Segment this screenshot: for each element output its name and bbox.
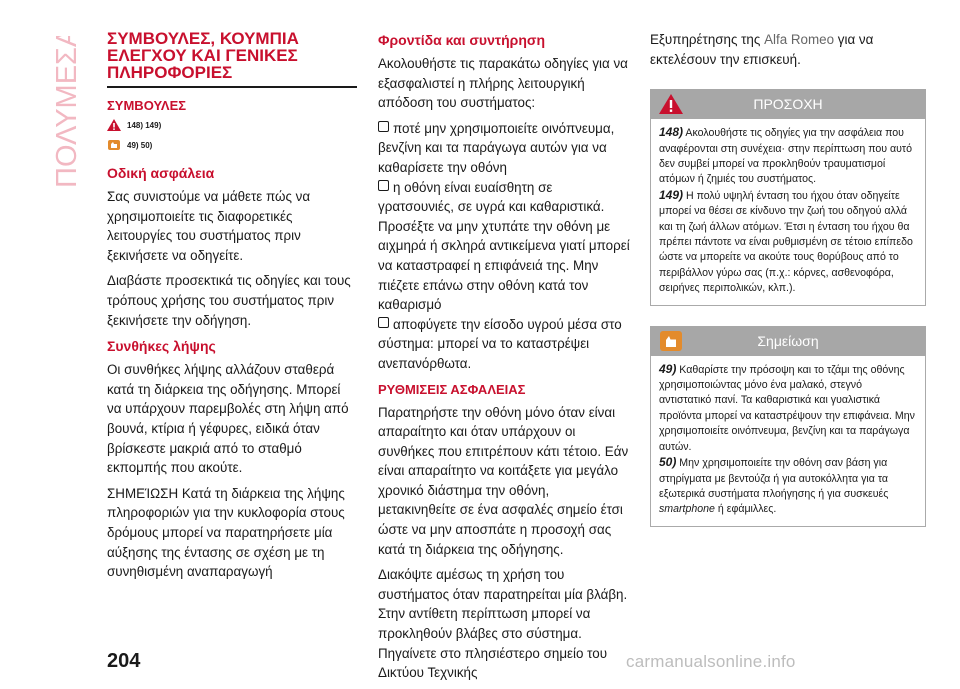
chapter-title-line-3: ΠΛΗΡΟΦΟΡΙΕΣ — [107, 63, 233, 82]
road-safety-title: Οδική ασφάλεια — [107, 165, 215, 181]
warning-148-number: 148) — [659, 125, 684, 140]
column-1 — [107, 30, 357, 588]
bullet-checkbox-icon — [378, 180, 389, 191]
safety-settings-title: ΡΥΘΜΙΣΕΙΣ ΑΣΦΑΛΕΙΑΣ — [378, 381, 526, 397]
note-reference — [107, 139, 357, 151]
safety-paragraph-2: Διακόψτε αμέσως τη χρήση του συστήματος όταν παρατηρείται μία βλάβη. Στην αντίθετη περίπτωση μπορεί να προκληθούν βλάβες στο σύστημα. Πηγαίνετε στο πλησιέστερο σημείο του Δικτύου Τεχνικής — [378, 567, 628, 681]
note-49-number: 49) — [659, 361, 677, 376]
warning-148 — [659, 125, 917, 188]
note-49 — [659, 362, 917, 455]
warning-triangle-icon — [658, 93, 684, 115]
road-safety-paragraph-2: Διαβάστε προσεκτικά τις οδηγίες και τους τρόπους χρήσης του συστήματος πριν ξεκινήσετε την οδήγηση. — [107, 273, 351, 328]
warning-148-text: Ακολουθήστε τις οδηγίες για την ασφάλεια που αναφέρονται στη συνέχεια· στην περίπτωση που αυτό δεν συμβεί μπορεί να προκληθούν τραυματισμοί ατόμων ή ζημιές του συστήματος. — [659, 127, 912, 186]
service-intro-pre: Εξυπηρέτησης της — [650, 32, 761, 47]
warning-box — [650, 119, 926, 305]
side-tab-text: ΠΟΛΥΜΕΣΑ — [51, 36, 83, 188]
care-bullet-3 — [378, 315, 630, 374]
warning-reference — [107, 119, 357, 131]
warning-149-text: Η πολύ υψηλή ένταση του ήχου όταν οδηγείτε μπορεί να θέσει σε κίνδυνο την ζωή του οδηγού αλλά και τη ζωή άλλων ατόμων. Έτσι η ένταση του ήχου θα πρέπει πάντοτε να είναι ρυθμισμένη σε τέτοιο επίπεδο ώστε να μπορείτε να ακούτε τους θορύβους από το περιβάλλον γύρω σας (π.χ.: κόρνες, ασθενοφόρα, σειρήνες περιπολικών, κλπ.). — [659, 189, 913, 295]
column-3 — [650, 30, 926, 527]
warning-triangle-icon — [107, 119, 121, 131]
care-bullet-3-text: αποφύγετε την είσοδο υγρού μέσα στο σύστημα: μπορεί να το καταστρέψει ανεπανόρθωτα. — [378, 316, 622, 371]
warning-149 — [659, 188, 917, 297]
chapter-title-line-2: ΕΛΕΓΧΟΥ ΚΑΙ ΓΕΝΙΚΕΣ — [107, 46, 298, 65]
service-intro — [650, 30, 926, 69]
note-49-text: Καθαρίστε την πρόσοψη και το τζάμι της οθόνης χρησιμοποιώντας μόνο ένα μαλακό, στεγνό αντιστατικό πανί. Τα καθαριστικά και γυαλιστικά προϊόντα μπορεί να καταστρέψουν την επιφάνεια. Μην χρησιμοποιείτε οινόπνευμα, βενζίνη και τα παράγωγα αυτών. — [659, 363, 915, 453]
care-bullet-1 — [378, 119, 630, 178]
chapter-title-line-1: ΣΥΜΒΟΥΛΕΣ, ΚΟΥΜΠΙΑ — [107, 29, 299, 48]
reception-title: Συνθήκες λήψης — [107, 338, 216, 355]
note-box-title: Σημείωση — [757, 332, 819, 349]
warning-box-header — [650, 89, 926, 119]
column-2 — [378, 30, 630, 689]
reception-paragraph-1: Οι συνθήκες λήψης αλλάζουν σταθερά κατά τη διάρκεια της οδήγησης. Μπορεί να υπάρχουν παρεμβολές στη λήψη από βουνά, κτίρια ή γέφυρες, ειδικά όταν βρίσκεστε μακριά από το σταθμό εκπομπής που ακούτε. — [107, 362, 349, 476]
section-title-tips: ΣΥΜΒΟΥΛΕΣ — [107, 98, 187, 113]
warning-149-number: 149) — [659, 187, 684, 202]
note-50-text-pre: Μην χρησιμοποιείτε την οθόνη σαν βάση για στηρίγματα με βεντούζα ή για αυτοκόλλητα για τα εξωτερικά συστήματα πλοήγησης ή για συσκευές — [659, 457, 889, 500]
note-box-header — [650, 326, 926, 356]
note-50-number: 50) — [659, 455, 677, 470]
note-hand-icon — [107, 139, 121, 151]
note-50-smartphone: smartphone — [659, 503, 715, 516]
reception-paragraph-2: ΣΗΜΕΊΩΣΗ Κατά τη διάρκεια της λήψης πληροφοριών για την κυκλοφορία στους δρόμους μπορεί να παρατηρήσετε μία αύξησης της έντασης σε σχέση με τη συνηθισμένη αναπαραγωγή — [107, 485, 345, 580]
note-50-text-post: ή εφάμιλλες. — [717, 503, 777, 516]
warning-reference-numbers: 148) 149) — [127, 120, 162, 130]
care-bullet-2-text: η οθόνη είναι ευαίσθητη σε γρατσουνιές, σε υγρά και καθαριστικά. Προσέξτε να μην χτυπάτε την οθόνη με αιχμηρά ή σκληρά αντικείμενα γιατί μπορεί να καταστραφεί η επιφάνειά της. Μην πιέζετε επάνω στην οθόνη κατά τον καθαρισμό — [378, 179, 630, 313]
care-bullet-1-text: ποτέ μην χρησιμοποιείτε οινόπνευμα, βενζίνη και τα παράγωγα αυτών για να καθαρίσετε την οθόνη — [378, 120, 615, 175]
bullet-checkbox-icon — [378, 317, 389, 328]
service-intro-post: για να εκτελέσουν την επισκευή. — [650, 32, 874, 67]
road-safety-paragraph-1: Σας συνιστούμε να μάθετε πώς να χρησιμοποιείτε τις διαφορετικές λειτουργίες του συστήματος πριν ξεκινήσετε να οδηγείτε. — [107, 189, 311, 263]
note-50 — [659, 455, 917, 518]
brand-name: Alfa Romeo — [764, 32, 835, 47]
bullet-checkbox-icon — [378, 121, 389, 132]
safety-paragraph-1: Παρατηρήστε την οθόνη μόνο όταν είναι απαραίτητο και όταν υπάρχουν οι συνθήκες που επιτρέπουν κάτι τέτοιο. Εάν είναι απαραίτητο να κοιτάξετε για μεγάλο χρονικό διάστημα την οθόνη, μετακινηθείτε σε ένα ασφαλές σημείο έτσι ώστε να μην αποσπάτε η προσοχή σας κατά τη διάρκεια της οδήγησης. — [378, 404, 629, 557]
warning-box-title: ΠΡΟΣΟΧΗ — [753, 96, 823, 113]
note-hand-icon — [658, 330, 684, 352]
care-paragraph: Ακολουθήστε τις παρακάτω οδηγίες για να εξασφαλιστεί η πλήρης λειτουργική απόδοση του συστήματος: — [378, 56, 628, 111]
care-bullet-2 — [378, 178, 630, 315]
care-title: Φροντίδα και συντήρηση — [378, 32, 545, 48]
watermark: carmanualsonline.info — [626, 652, 796, 671]
chapter-divider — [107, 86, 357, 88]
note-box — [650, 356, 926, 527]
side-tab-label — [34, 36, 86, 196]
note-reference-numbers: 49) 50) — [127, 140, 153, 150]
page-number: 204 — [107, 650, 141, 672]
